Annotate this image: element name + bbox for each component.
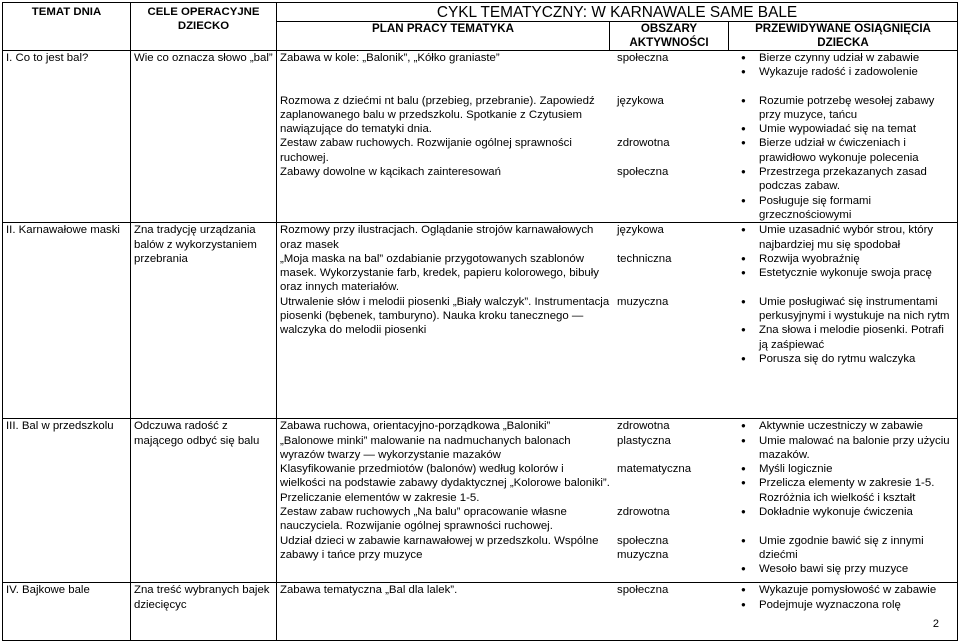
day-activities <box>277 51 958 223</box>
activity-plan: „Moja maska na bal” ozdabianie przygotowanych szablonów masek. Wykorzystanie farb, kredek, papieru kolorowego, bibuły oraz innych materiałów. <box>280 252 599 294</box>
header-col1: TEMAT DNIA <box>3 3 131 51</box>
activity-area: społeczna muzyczna <box>617 534 669 561</box>
activity-results <box>733 462 957 505</box>
header-col5: PRZEWIDYWANE OSIĄGNIĘCIA DZIECKA <box>755 22 931 49</box>
activity-plan: „Balonowe minki” malowanie na nadmuchanych balonach wyrazów twarzy — wykorzystanie mazaków <box>280 434 571 461</box>
result-item: ● Porusza się do rytmu walczyka <box>733 352 954 366</box>
activity-area: matematyczna <box>617 463 692 476</box>
plan-table <box>2 2 958 641</box>
activity-row <box>277 94 957 137</box>
activity-row <box>277 252 957 295</box>
activity-results <box>733 434 957 463</box>
activity-results <box>733 295 957 366</box>
activity-row <box>277 505 957 534</box>
activity-row <box>277 434 957 463</box>
result-item: ● Wesoło bawi się przy muzyce <box>733 562 954 576</box>
activity-results <box>733 583 957 612</box>
day-activities <box>277 223 958 419</box>
activity-row <box>277 223 957 252</box>
result-item: ● Umie zgodnie bawić się z innymi dziećmi <box>733 534 954 563</box>
activity-results <box>733 136 957 165</box>
result-item: ● Rozumie potrzebę wesołej zabawy przy muzyce, tańcu <box>733 94 954 123</box>
day-goal: Odczuwa radość z mającego odbyć się balu <box>131 419 277 583</box>
day-topic: I. Co to jest bal? <box>3 51 131 223</box>
activity-area: społeczna <box>617 584 669 597</box>
activity-row <box>277 165 957 222</box>
activity-results <box>733 252 957 295</box>
activity-results <box>733 94 957 137</box>
activity-plan: Rozmowa z dziećmi nt balu (przebieg, przebranie). Zapowiedź zaplanowanego balu w przedszkolu. Spotkanie z Czytusiem nawiązujące do tematyki dnia. <box>280 94 595 136</box>
header-col2: CELE OPERACYJNE DZIECKO <box>131 3 277 51</box>
day-topic: II. Karnawałowe maski <box>3 223 131 419</box>
activity-results <box>733 534 957 577</box>
result-item: ● Wykazuje radość i zadowolenie <box>733 65 954 79</box>
activity-plan: Klasyfikowanie przedmiotów (balonów) według kolorów i wielkości na podstawie zabawy dydaktycznej „Kolorowe baloniki”. Przeliczanie elementów w zakresie 1-5. <box>280 463 610 504</box>
result-item: ● Dokładnie wykonuje ćwiczenia <box>733 505 954 519</box>
activity-area: zdrowotna <box>617 420 670 433</box>
activity-results <box>733 419 957 433</box>
result-item: ● Podejmuje wyznaczona rolę <box>733 598 954 612</box>
result-item: ● Przestrzega przekazanych zasad podczas zabaw. <box>733 165 954 194</box>
activity-area: językowa <box>617 94 664 107</box>
main-title: CYKL TEMATYCZNY: W KARNAWALE SAME BALE <box>436 4 798 21</box>
activity-plan: Rozmowy przy ilustracjach. Oglądanie strojów karnawałowych oraz masek <box>280 224 594 251</box>
activity-row <box>277 136 957 165</box>
day-topic: III. Bal w przedszkolu <box>3 419 131 583</box>
result-item: ● Myśli logicznie <box>733 462 954 476</box>
activity-row <box>277 295 957 366</box>
result-item: ● Bierze czynny udział w zabawie <box>733 51 954 65</box>
activity-row <box>277 462 957 505</box>
day-row <box>3 223 958 419</box>
activity-results <box>733 51 957 80</box>
page-number: 2 <box>932 618 939 630</box>
activity-results <box>733 165 957 222</box>
activity-plan: Zabawy dowolne w kącikach zainteresowań <box>280 166 501 179</box>
activity-plan: Zabawa w kole: „Balonik”, „Kółko graniaste” <box>280 52 500 64</box>
result-item: ● Umie posługiwać się instrumentami perkusyjnymi i wystukuje na nich rytm <box>733 295 954 324</box>
activity-plan: Zestaw zabaw ruchowych „Na balu” opracowanie własne nauczyciela. Rozwijanie ogólnej sprawności ruchowej. <box>280 506 567 533</box>
activity-area: muzyczna <box>617 295 669 308</box>
result-item: ● Posługuje się formami grzecznościowymi <box>733 194 954 223</box>
result-item: ● Zna słowa i melodie piosenki. Potrafi ją zaśpiewać <box>733 323 954 352</box>
activity-row <box>277 419 957 433</box>
result-item: ● Umie wypowiadać się na temat <box>733 122 954 136</box>
activity-results <box>733 223 957 252</box>
activity-area: zdrowotna <box>617 506 670 519</box>
activity-area: techniczna <box>617 252 672 265</box>
activity-plan: Zabawa tematyczna „Bal dla lalek”. <box>280 584 458 597</box>
activity-plan: Utrwalenie słów i melodii piosenki „Biały walczyk”. Instrumentacja piosenki (bębenek, tamburyno). Nauka kroku tanecznego — walczyka do melodii piosenki <box>280 295 610 337</box>
day-goal: Zna treść wybranych bajek dziecięcyc <box>131 583 277 641</box>
day-row <box>3 51 958 223</box>
header-col4: OBSZARY AKTYWNOŚCI <box>610 22 729 50</box>
activity-results <box>733 505 957 534</box>
activity-area: zdrowotna <box>617 137 670 150</box>
day-activities <box>277 419 958 583</box>
result-item: ● Aktywnie uczestniczy w zabawie <box>733 419 954 433</box>
result-item: ● Rozwija wyobraźnię <box>733 252 954 266</box>
header-main <box>277 3 958 51</box>
day-row <box>3 419 958 583</box>
activity-plan: Zestaw zabaw ruchowych. Rozwijanie ogólnej sprawności ruchowej. <box>280 137 572 164</box>
result-item: ● Umie uzasadnić wybór strou, który najbardziej mu się spodobał <box>733 223 954 252</box>
result-item: ● Estetycznie wykonuje swoja pracę <box>733 266 954 280</box>
activity-row <box>277 583 957 612</box>
result-item: ● Umie malować na balonie przy użyciu mazaków. <box>733 434 954 463</box>
day-goal: Wie co oznacza słowo „bal” <box>131 51 277 223</box>
activity-plan: Udział dzieci w zabawie karnawałowej w przedszkolu. Wspólne zabawy i tańce przy muzyce <box>280 534 599 561</box>
header-col3: PLAN PRACY TEMATYKA <box>277 22 610 50</box>
activity-row <box>277 534 957 577</box>
activity-area: społeczna <box>617 52 669 64</box>
activity-area: językowa <box>617 224 664 237</box>
activity-area: plastyczna <box>617 434 671 447</box>
day-activities <box>277 583 958 641</box>
day-goal: Zna tradycję urządzania balów z wykorzystaniem przebrania <box>131 223 277 419</box>
result-item: ● Przelicza elementy w zakresie 1-5. Rozróżnia ich wielkość i kształt <box>733 476 954 505</box>
day-topic: IV. Bajkowe bale <box>3 583 131 641</box>
result-item: ● Wykazuje pomysłowość w zabawie <box>733 583 954 597</box>
day-row <box>3 583 958 641</box>
activity-plan: Zabawa ruchowa, orientacyjno-porządkowa „Baloniki” <box>280 420 551 433</box>
activity-row <box>277 51 957 80</box>
result-item: ● Bierze udział w ćwiczeniach i prawidłowo wykonuje polecenia <box>733 136 954 165</box>
activity-area: społeczna <box>617 166 669 179</box>
